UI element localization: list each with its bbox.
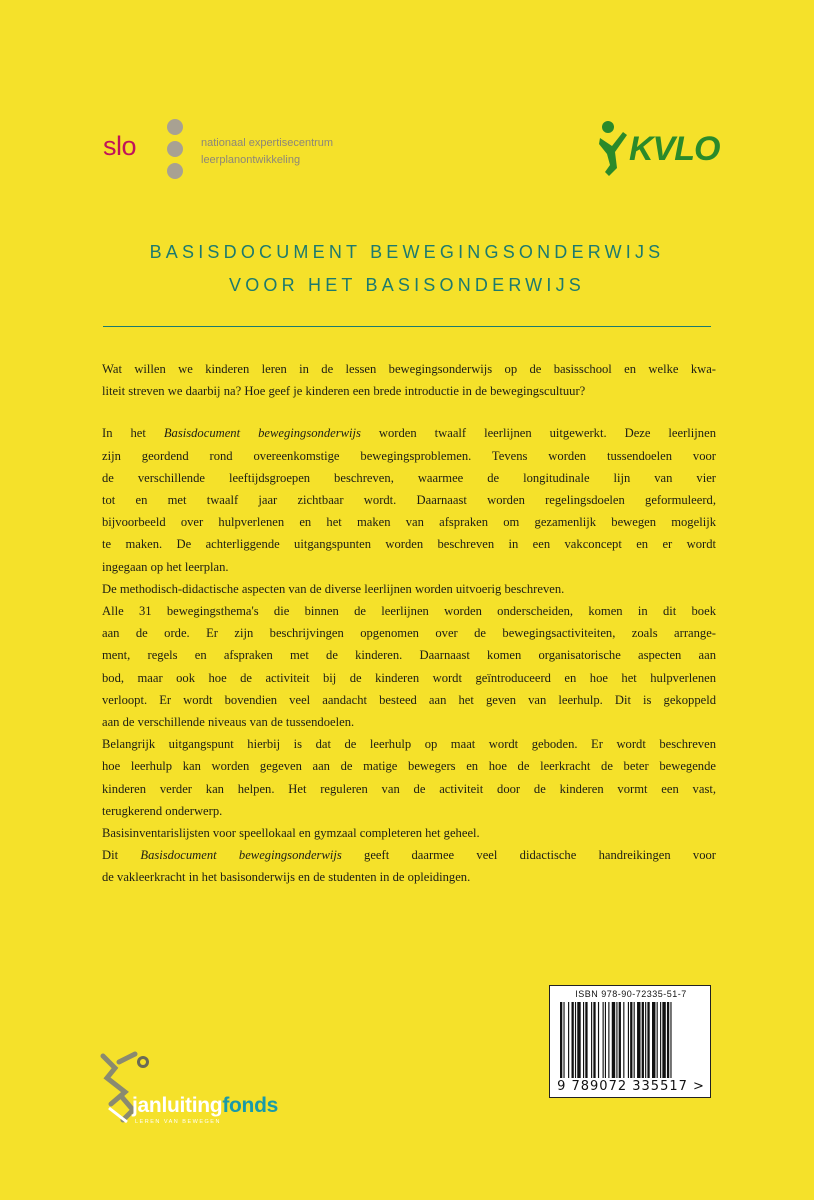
slo-dots-icon	[167, 117, 185, 183]
kvlo-logo-word: KVLO	[629, 130, 720, 168]
book-title-line2: VOOR HET BASISONDERWIJS	[229, 275, 585, 295]
book-title-line1: BASISDOCUMENT BEWEGINGSONDERWIJS	[149, 242, 665, 262]
blurb-paragraph-main: In het Basisdocument bewegingsonderwijs worden twaalf leerlijnen uitgewerkt. Deze leerlijnen zijn geordend rond overeenkomstige bewegingsproblemen. Tevens worden tussendoelen voor de verschillende leeftijdsgroepen beschreven, waarmee de longitudinale lijn van vier tot en met twaalf jaar zichtbaar wordt. Daarnaast worden regelingsdoelen geformuleerd, bijvoorbeeld over hulpverlenen en het maken van afspraken om gezamenlijk bewegen mogelijk te maken. De achterliggende uitgangspunten worden beschreven in een vakconcept en er wordt ingegaan op het leerplan. De methodisch-didactische aspecten van de diverse leerlijnen worden uitvoerig beschreven. Alle 31 bewegingsthema's die binnen de leerlijnen worden onderscheiden, komen in dit boek aan de orde. Er zijn beschrijvingen opgenomen over de bewegingsactiviteiten, zoals arrange- ment, regels en afspraken met de kinderen. Daarnaast komen organisatorische aspecten aan bod, maar ook hoe de activiteit bij de kinderen wordt geïntroduceerd en hoe het hulpverlenen verloopt. Er wordt bovendien veel aandacht besteed aan het geven van leerhulp. Dit is gekoppeld aan de verschillende niveaus van de tussendoelen. Belangrijk uitgangspunt hierbij is dat de leerhulp op maat wordt geboden. Er wordt beschreven hoe leerhulp kan worden gegeven aan de matige bewegers en hoe de leerkracht de beter bewegende kinderen verder kan helpen. Het reguleren van de activiteit door de kinderen vormt een vast, terugkerend onderwerp. Basisinventarislijsten voor speellokaal en gymzaal completeren het geheel. Dit Basisdocument bewegingsonderwijs geeft daarmee veel didactische handreikingen voor de vakleerkracht in het basisonderwijs en de studenten in de opleidingen.	[102, 426, 717, 885]
isbn-number: ISBN 978-90-72335-51-7	[575, 989, 687, 999]
kvlo-logo	[597, 118, 720, 180]
isbn-barcode	[549, 985, 711, 1098]
barcode-bars-icon	[560, 1002, 702, 1078]
slo-logo-word: slo	[103, 131, 137, 161]
slo-subtitle: nationaal expertisecentrum leerplanontwikkeling	[201, 137, 334, 166]
blurb-paragraph-intro: Wat willen we kinderen leren in de lessen bewegingsonderwijs op de basisschool en welke kwa- liteit streven we daarbij na? Hoe geef je kinderen een brede introductie in de bewegingscultuur?	[102, 362, 716, 399]
janluitingfonds-logo	[97, 1048, 357, 1128]
blurb-text	[102, 358, 716, 889]
title-divider	[103, 326, 711, 327]
janluitingfonds-wordmark: janluitingfonds	[132, 1094, 278, 1117]
ean-digits: 9 789072 335517 >	[557, 1079, 705, 1094]
janluitingfonds-tagline: LEREN VAN BEWEGEN	[135, 1119, 221, 1125]
